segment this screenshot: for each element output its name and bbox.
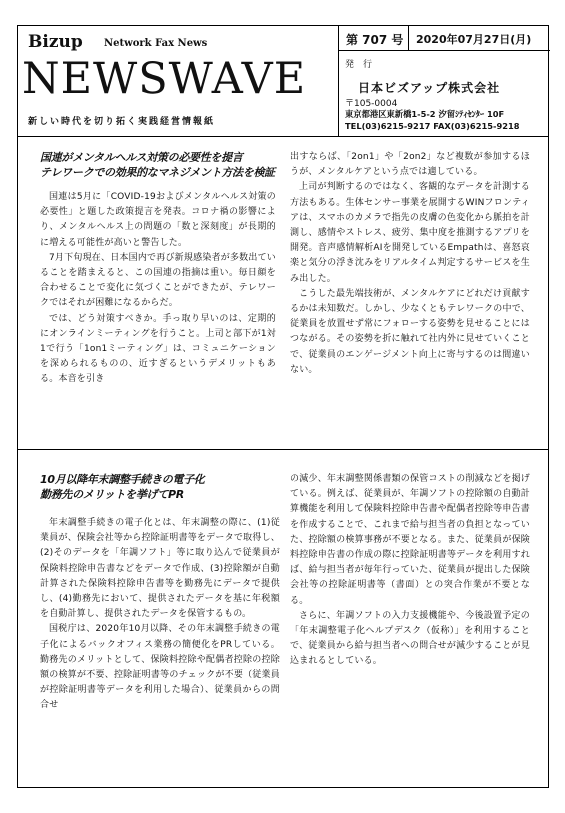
article1-paragraph: では、どう対策すべきか。手っ取り早いのは、定期的にオンラインミーティングを行うこと。上司と部下が1対1で行う「1on1ミーティング」は、コミュニケーションを深められるものの、近すぎるというデメリットもある。本音を引き — [40, 313, 276, 385]
issue-rule — [338, 50, 550, 51]
issue-divider — [408, 26, 409, 50]
masthead-rule — [18, 136, 548, 137]
address: 東京都港区東新橋1-5-2 汐留ｼﾃｨｾﾝﾀｰ 10F — [345, 109, 505, 119]
postal-code: 〒105-0004 — [345, 99, 398, 109]
article2-right-column — [290, 472, 530, 670]
publisher-label: 発 行 — [345, 60, 373, 70]
article1-right-column — [290, 150, 530, 378]
masthead-divider — [338, 26, 339, 136]
issue-number: 第 707 号 — [346, 33, 404, 47]
article1-headline-line1: 国連がメンタルヘルス対策の必要性を提言 — [40, 151, 243, 164]
article2-paragraph: さらに、年調ソフトの入力支援機能や、今後設置予定の「年末調整電子化ヘルプデスク（仮称）」を利用することで、従業員から給与担当者への問合せが減少することが見込まれるとしている。 — [290, 610, 530, 667]
newsletter-frame — [17, 25, 549, 788]
article1-paragraph: 国連は5月に「COVID-19およびメンタルヘルス対策の必要性」と題した政策提言を発表。コロナ禍の影響により、メンタルヘルス上の問題の「数と深刻度」が長期的に増える可能性が高いと警告した。 — [40, 192, 276, 248]
article2-paragraph: 年末調整手続きの電子化とは、年末調整の際に、(1)従業員が、保険会社等から控除証明書等をデータで取得し、(2)そのデータを「年調ソフト」等に取り込んで従業員が保険料控除申告書などをデータで作成、(3)控除額が自動計算された保険料控除申告書等を勤務先にデータで提供し、(4)勤務先において、提供されたデータを基に年税額を自動計算し、提供されたデータを保管するもの。 — [40, 518, 280, 620]
brand-subtitle: Network Fax News — [104, 38, 208, 49]
brand-name: Bizup — [28, 32, 83, 52]
article2-left-column — [40, 516, 280, 714]
newsletter-title: NEWSWAVE — [22, 54, 307, 104]
article-divider — [18, 449, 548, 450]
article1-left-column — [40, 190, 276, 388]
article2-headline-line1: 10月以降年末調整手続きの電子化 — [40, 473, 205, 486]
article1-headline-line2: テレワークでの効果的なマネジメント方法を検証 — [40, 166, 275, 179]
article2-paragraph: 国税庁は、2020年10月以降、その年末調整手続きの電子化によるバックオフィス業務の簡便化をPRしている。勤務先のメリットとして、保険料控除や配偶者控除の控除額の検算が不要、控除証明書等のチェックが不要（従業員が控除証明書等データを利用した場合）、従業員からの問合せ — [40, 624, 280, 711]
article1-paragraph: 上司が判断するのではなく、客観的なデータを計測する方法もある。生体センサー事業を展開するWINフロンティアは、スマホのカメラで指先の皮膚の色変化から脈拍を計測し、感情やストレス、疲労、集中度を推測するアプリを開発。音声感情解析AIを開発しているEmpathは、喜怒哀楽と気分の浮き沈みをリアルタイム判定するサービスを生み出した。 — [290, 182, 530, 284]
article2-paragraph: の減少、年末調整関係書類の保管コストの削減などを掲げている。例えば、従業員が、年調ソフトの控除額の自動計算機能を利用して保険料控除申告書や配偶者控除等申告書を作成することで、これまで給与担当者の負担となっていた、控除額の検算事務が不要となる。また、従業員が保険料控除申告書の作成の際に控除証明書等データを利用すれば、給与担当者が毎年行っていた、従業員が提出した保険会社等の控除証明書等（書面）との突合作業が不要となる。 — [290, 474, 530, 606]
tagline: 新しい時代を切り拓く実践経営情報紙 — [28, 117, 216, 127]
contact-numbers: TEL(03)6215-9217 FAX(03)6215-9218 — [345, 121, 520, 131]
article1-paragraph: 7月下旬現在、日本国内で再び新規感染者が多数出ていることを踏まえると、この国連の指摘は重い。毎日顔を合わせることで変化に気づくことができたが、テレワークではそれが困難になるからだ。 — [40, 252, 276, 309]
article1-paragraph: こうした最先端技術が、メンタルケアにどれだけ貢献するかは未知数だ。しかし、少なくともテレワークの中で、従業員を放置せず常にフォローする姿勢を見せることにはつながる。その姿勢を折に触れて社内外に見せていくことで、従業員のエンゲージメント向上に寄与するのは間違いない。 — [290, 288, 530, 375]
article1-paragraph: 出すならば、「2on1」や「2on2」など複数が参加するほうが、メンタルケアという点では適している。 — [290, 152, 530, 178]
article2-headline — [40, 472, 280, 502]
article2-headline-line2: 勤務先のメリットを挙げてPR — [40, 488, 184, 501]
issue-date: 2020年07月27日(月) — [416, 33, 532, 46]
publisher-name: 日本ビズアップ株式会社 — [358, 81, 501, 95]
article1-headline — [40, 150, 280, 180]
